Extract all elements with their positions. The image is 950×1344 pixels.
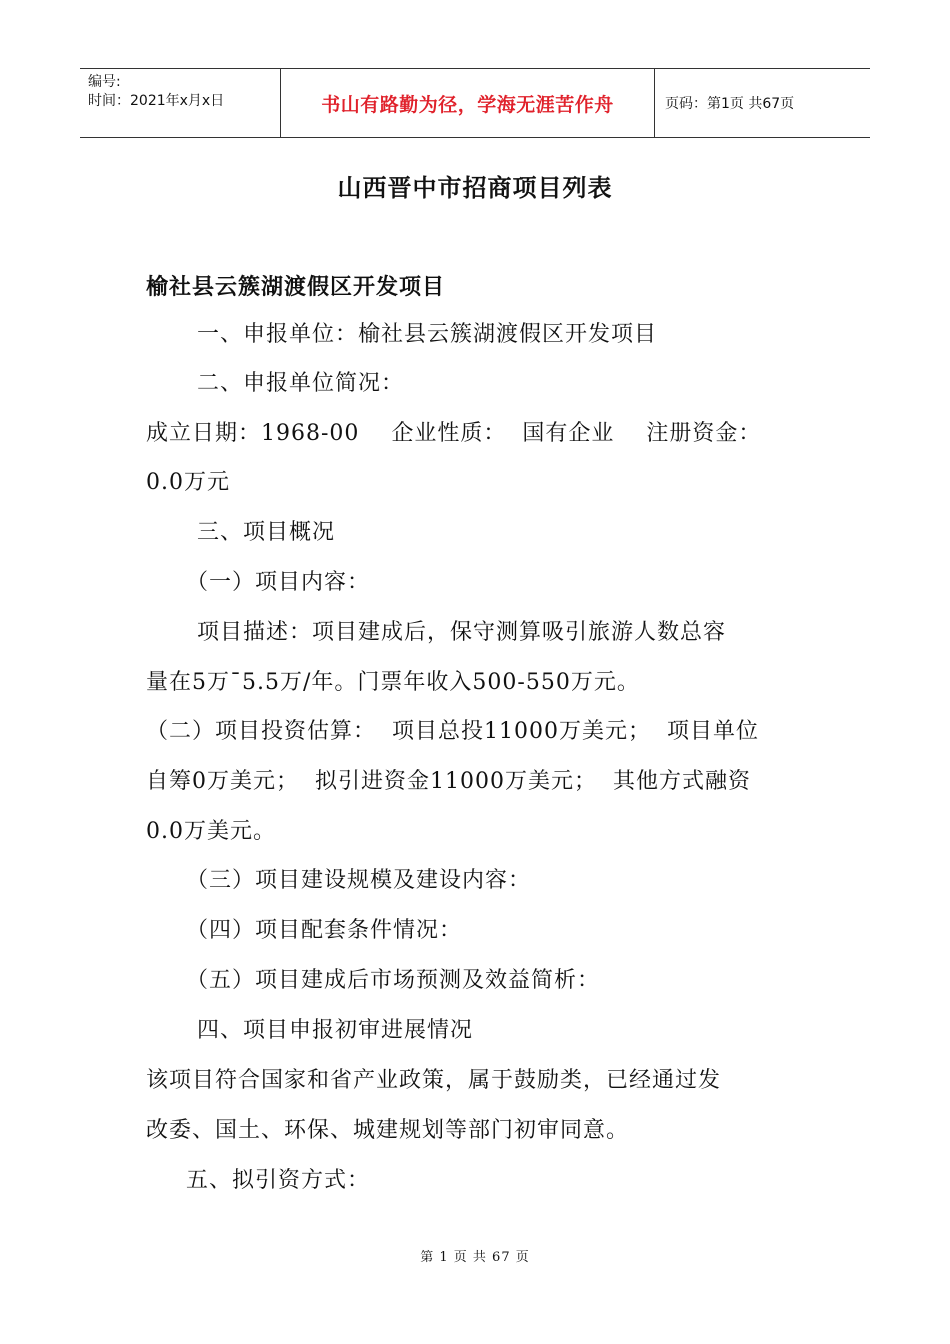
number-label: 编号: (88, 74, 121, 90)
page-footer: 第 1 页 共 67 页 (420, 1250, 530, 1265)
body-line: 0.0万美元。 (146, 819, 276, 844)
body-line: （一）项目内容： (186, 570, 371, 595)
body-line: 一、申报单位：榆社县云簇湖渡假区开发项目 (197, 322, 658, 347)
body-line: 自筹0万美元； 拟引进资金11000万美元； 其他方式融资 (146, 769, 751, 794)
body-line: （二）项目投资估算： 项目总投11000万美元； 项目单位 (146, 719, 759, 744)
body-line: 量在5万¯5.5万/年。门票年收入500-550万元。 (146, 670, 640, 695)
body-line: 二、申报单位简况： (197, 371, 405, 396)
body-line: 成立日期：1968-00 企业性质： 国有企业 注册资金： (146, 421, 762, 446)
header-motto: 书山有路勤为径，学海无涯苦作舟 (281, 69, 655, 137)
body-line: 项目描述：项目建成后，保守测算吸引旅游人数总容 (197, 620, 727, 645)
document-title: 山西晋中市招商项目列表 (337, 174, 613, 202)
header-meta (80, 69, 281, 137)
body-line: 该项目符合国家和省产业政策，属于鼓励类，已经通过发 (146, 1068, 722, 1093)
page-header (80, 68, 870, 138)
body-line: 改委、国土、环保、城建规划等部门初审同意。 (146, 1118, 630, 1143)
body-line: （三）项目建设规模及建设内容： (186, 868, 532, 893)
body-line: 三、项目概况 (197, 520, 336, 545)
body-line: 五、拟引资方式： (186, 1168, 371, 1193)
project-heading: 榆社县云簇湖渡假区开发项目 (146, 275, 446, 300)
body-line: 四、项目申报初审进展情况 (197, 1018, 474, 1043)
body-line: （四）项目配套条件情况： (186, 918, 463, 943)
body-line: 0.0万元 (146, 470, 230, 495)
body-line: （五）项目建成后市场预测及效益简析： (186, 968, 601, 993)
time-label: 时间：2021年x月x日 (88, 93, 225, 109)
header-page-info: 页码：第1页 共67页 (665, 96, 795, 112)
